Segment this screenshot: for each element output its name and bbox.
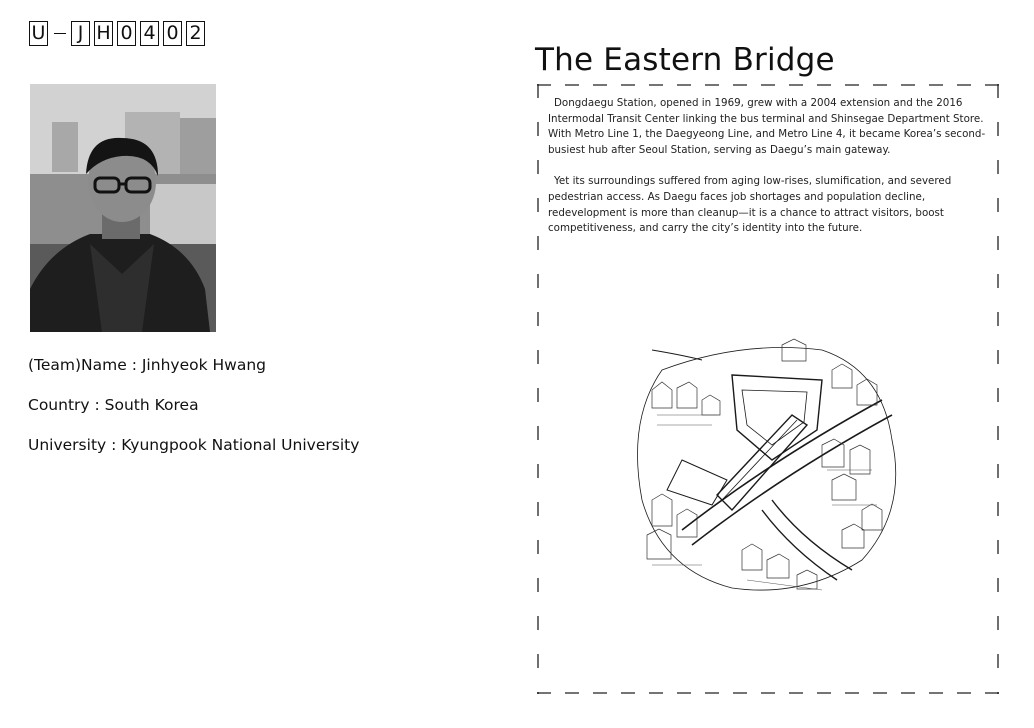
- paragraph: Yet its surroundings suffered from aging low-rises, slumification, and severed pedestrian access. As Daegu faces job shortages and population decline, redevelopment is more than cleanup—it is a chance to attract visitors, boost competitiveness, and carry the city’s identity into the future.: [548, 175, 952, 235]
- profile-info: [28, 356, 359, 476]
- code-char: 4: [140, 21, 159, 46]
- team-name: (Team)Name : Jinhyeok Hwang: [28, 356, 266, 374]
- project-code: [29, 21, 209, 46]
- project-description: [548, 96, 988, 253]
- aerial-sketch-illustration: [622, 330, 914, 602]
- code-char: U: [29, 21, 48, 46]
- code-char: H: [94, 21, 113, 46]
- project-title: The Eastern Bridge: [535, 42, 835, 78]
- portrait-illustration: [30, 84, 216, 332]
- portrait-photo: [30, 84, 216, 332]
- aerial-sketch: [622, 330, 914, 602]
- university: University : Kyungpook National University: [28, 436, 360, 454]
- code-char: 0: [163, 21, 182, 46]
- code-char: 2: [186, 21, 205, 46]
- paragraph: Dongdaegu Station, opened in 1969, grew with a 2004 extension and the 2016 Intermodal Transit Center linking the bus terminal and Shinsegae Department Store. With Metro Line 1, the Daegyeong Line, and Metro Line 4, it became Korea’s second-busiest hub after Seoul Station, serving as Daegu’s main gateway.: [548, 97, 986, 156]
- country: Country : South Korea: [28, 396, 199, 414]
- code-char: 0: [117, 21, 136, 46]
- code-char: J: [71, 21, 90, 46]
- code-dash: [54, 33, 66, 34]
